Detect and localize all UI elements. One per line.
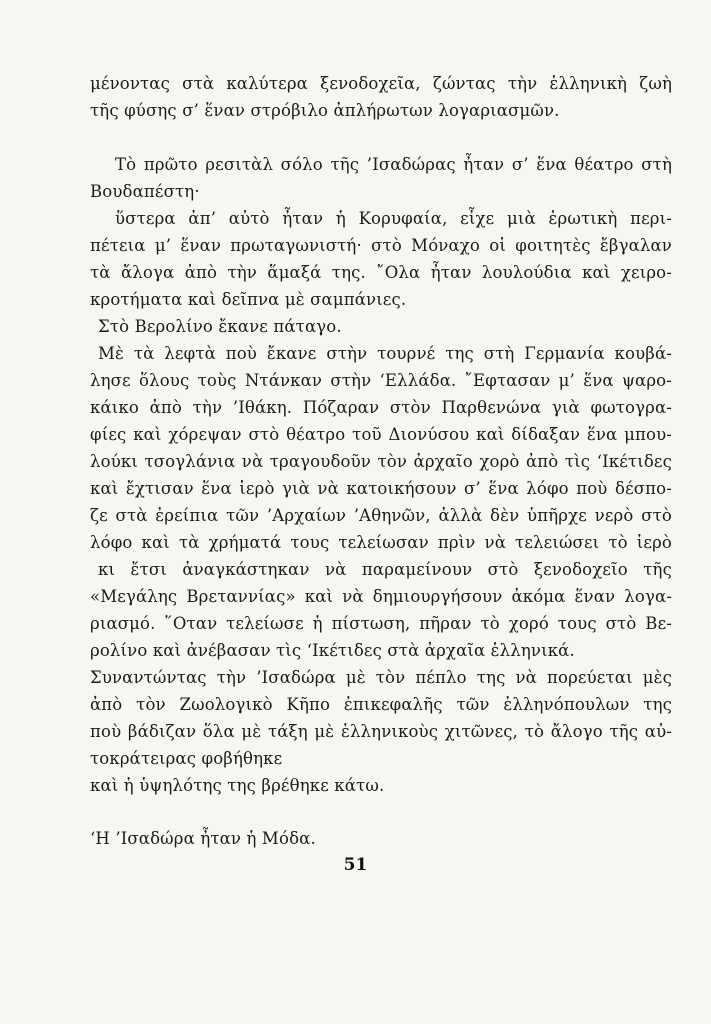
text-line: καὶ ἔχτισαν ἕνα ἱερὸ γιὰ νὰ κατοικήσουν σ’ ἕνα λόφο ποὺ δέσπο- bbox=[90, 479, 672, 498]
text-line: Τὸ πρῶτο ρεσιτὰλ σόλο τῆς ’Ισαδώρας ἦταν σ’ ἕνα θέατρο στὴ bbox=[115, 155, 672, 174]
text-line: κι ἔτσι ἀναγκάστηκαν νὰ παραμείνουν στὸ ξενοδοχεῖο τῆς bbox=[98, 560, 672, 579]
text-line: λούκι τσογλάνια νὰ τραγουδοῦν τὸν ἀρχαῖο χορὸ ἀπὸ τὶς ‘Ικέτιδες bbox=[90, 452, 672, 471]
text-line: τῆς φύσης σ’ ἕναν στρόβιλο ἀπλήρωτων λογαριασμῶν. bbox=[90, 101, 560, 120]
text-line: ‘Η ’Ισαδώρα ἦταν ἡ Μόδα. bbox=[90, 829, 316, 848]
text-line: ποὺ βάδιζαν ὅλα μὲ τάξη μὲ ἑλληνικοὺς χιτῶνες, τὸ ἄλογο τῆς αὐ- bbox=[90, 722, 672, 741]
text-line: λησε ὅλους τοὺς Ντάνκαν στὴν ‘Ελλάδα. ῎Εφτασαν μ’ ἕνα ψαρο- bbox=[90, 371, 672, 390]
page-number: 51 bbox=[343, 855, 368, 875]
text-line: ἀπὸ τὸν Ζωολογικὸ Κῆπο ἐπικεφαλῆς τῶν ἑλληνόπουλων της bbox=[90, 695, 672, 714]
text-line: ριασμό. ῞Οταν τελείωσε ἡ πίστωση, πῆραν τὸ χορό τους στὸ Βε- bbox=[90, 614, 672, 633]
text-line: Συναντώντας τὴν ’Ισαδώρα μὲ τὸν πέπλο της νὰ πορεύεται μὲς bbox=[90, 668, 672, 687]
text-line: καὶ ἡ ὑψηλότης της βρέθηκε κάτω. bbox=[90, 776, 385, 795]
text-line: τοκράτειρας φοβήθηκε bbox=[90, 749, 283, 768]
text-line: πέτεια μ’ ἕναν πρωταγωνιστή· στὸ Μόναχο οἱ φοιτητὲς ἔβγαλαν bbox=[90, 236, 672, 255]
page-body-text bbox=[90, 70, 672, 852]
text-line: κάικο ἀπὸ τὴν ’Ιθάκη. Πόζαραν στὸν Παρθενώνα γιὰ φωτογρα- bbox=[90, 398, 672, 417]
text-line: μένοντας στὰ καλύτερα ξενοδοχεῖα, ζώντας τὴν ἑλληνικὴ ζωὴ bbox=[90, 74, 672, 93]
text-line: λόφο καὶ τὰ χρήματά τους τελείωσαν πρὶν νὰ τελειώσει τὸ ἱερὸ bbox=[90, 533, 672, 552]
text-line: Στὸ Βερολίνο ἔκανε πάταγο. bbox=[98, 317, 342, 336]
text-line: Βουδαπέστη· bbox=[90, 182, 200, 201]
text-line: ὕστερα ἀπ’ αὐτὸ ἦταν ἡ Κορυφαία, εἶχε μιὰ ἐρωτικὴ περι- bbox=[115, 209, 672, 228]
text-line: ζε στὰ ἐρείπια τῶν ’Αρχαίων ’Αθηνῶν, ἀλλὰ δὲν ὑπῆρχε νερὸ στὸ bbox=[90, 506, 672, 525]
text-line: «Μεγάλης Βρεταννίας» καὶ νὰ δημιουργήσουν ἀκόμα ἕναν λογα- bbox=[90, 587, 672, 606]
text-line: Μὲ τὰ λεφτὰ ποὺ ἔκανε στὴν τουρνέ της στὴ Γερμανία κουβά- bbox=[98, 344, 672, 363]
text-line: ρολίνο καὶ ἀνέβασαν τὶς ‘Ικέτιδες στὰ ἀρχαῖα ἑλληνικά. bbox=[90, 641, 575, 660]
text-line: φίες καὶ χόρεψαν στὸ θέατρο τοῦ Διονύσου καὶ δίδαξαν ἕνα μπου- bbox=[90, 425, 672, 444]
text-line: κροτήματα καὶ δεῖπνα μὲ σαμπάνιες. bbox=[90, 290, 407, 309]
text-line: τὰ ἄλογα ἀπὸ τὴν ἅμαξά της. ῎Ολα ἦταν λουλούδια καὶ χειρο- bbox=[90, 263, 672, 282]
